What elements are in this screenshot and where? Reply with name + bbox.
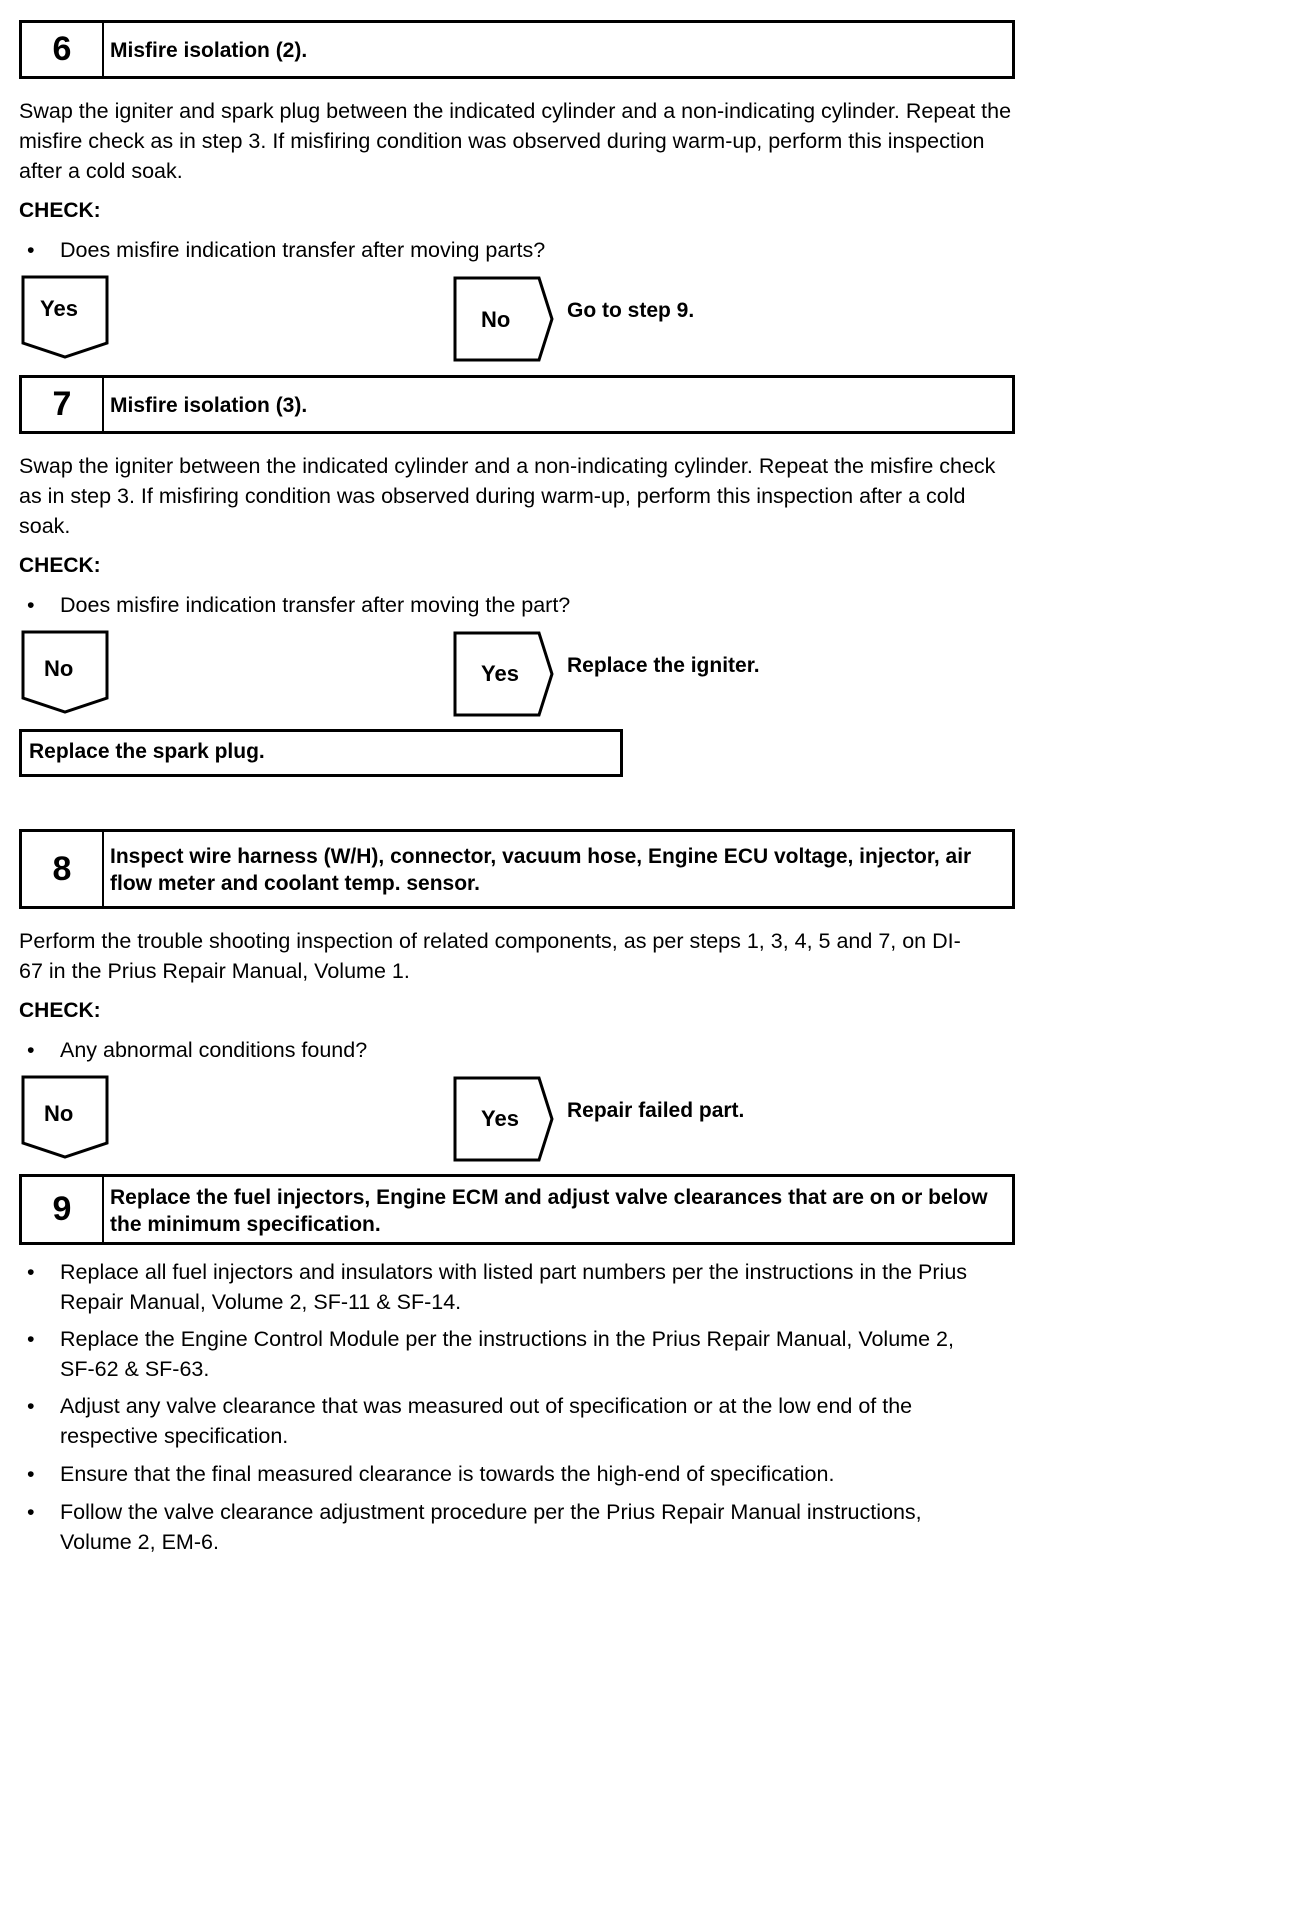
- badge-label: No: [44, 656, 74, 681]
- step-number: 9: [22, 1177, 104, 1242]
- step-8-header: [19, 829, 1015, 909]
- step-title: Replace the fuel injectors, Engine ECM and adjust valve clearances that are on or below the minimum specification.: [110, 1186, 988, 1236]
- action-text: Replace all fuel injectors and insulators with listed part numbers per the instructions in the Prius Repair Manual, Volume 2, SF-11 & SF-14.: [60, 1260, 968, 1314]
- down-result: Replace the spark plug.: [29, 740, 265, 763]
- action-text: Replace the Engine Control Module per the instructions in the Prius Repair Manual, Volume 2, SF-62 & SF-63.: [60, 1327, 954, 1381]
- bullet-dot: •: [27, 593, 35, 617]
- action-text: Follow the valve clearance adjustment procedure per the Prius Repair Manual instructions, Volume 2, EM-6.: [60, 1500, 922, 1554]
- right-result: Replace the igniter.: [567, 654, 760, 677]
- step-8-instructions: Perform the trouble shooting inspection of related components, as per steps 1, 3, 4, 5 and 7, on DI-67 in the Prius Repair Manual, Volume 1.: [19, 929, 961, 983]
- step-9-header: [19, 1174, 1015, 1245]
- bullet-dot: •: [27, 238, 35, 262]
- step-6-header: [19, 20, 1015, 79]
- down-result-box: [19, 729, 623, 777]
- question-text: Any abnormal conditions found?: [60, 1038, 368, 1062]
- bullet-dot: •: [27, 1260, 35, 1284]
- bullet-dot: •: [27, 1038, 35, 1062]
- bullet-dot: •: [27, 1394, 35, 1418]
- action-text: Adjust any valve clearance that was measured out of specification or at the low end of the respective specification.: [60, 1394, 913, 1448]
- right-result: Repair failed part.: [567, 1099, 745, 1122]
- right-result: Go to step 9.: [567, 299, 695, 322]
- step-7-header: [19, 375, 1015, 434]
- question-text: Does misfire indication transfer after moving parts?: [60, 238, 546, 262]
- step-title: Misfire isolation (2).: [110, 39, 308, 62]
- step-title: Misfire isolation (3).: [110, 394, 308, 417]
- badge-label: Yes: [481, 1106, 519, 1131]
- badge-label: No: [481, 307, 511, 332]
- step-number: 6: [22, 23, 104, 76]
- bullet-dot: •: [27, 1327, 35, 1351]
- check-label: CHECK:: [19, 554, 101, 577]
- step-number: 8: [22, 832, 104, 906]
- badge-label: Yes: [481, 661, 519, 686]
- bullet-dot: •: [27, 1500, 35, 1524]
- step-number: 7: [22, 378, 104, 431]
- step-7-instructions: Swap the igniter between the indicated cylinder and a non-indicating cylinder. Repeat the misfire check as in step 3. If misfiring condition was observed during warm-up, perform this inspection after a cold soak.: [19, 454, 996, 538]
- question-text: Does misfire indication transfer after moving the part?: [60, 593, 571, 617]
- step-6-instructions: Swap the igniter and spark plug between the indicated cylinder and a non-indicating cylinder. Repeat the misfire check as in step 3. If misfiring condition was observed during warm-up, perform this inspection after a cold soak.: [19, 99, 1012, 183]
- bullet-dot: •: [27, 1462, 35, 1486]
- check-label: CHECK:: [19, 199, 101, 222]
- badge-label: No: [44, 1101, 74, 1126]
- check-label: CHECK:: [19, 999, 101, 1022]
- badge-label: Yes: [40, 296, 78, 321]
- action-text: Ensure that the final measured clearance is towards the high-end of specification.: [60, 1462, 835, 1486]
- step-title: Inspect wire harness (W/H), connector, vacuum hose, Engine ECU voltage, injector, air flow meter and coolant temp. sensor.: [110, 845, 972, 895]
